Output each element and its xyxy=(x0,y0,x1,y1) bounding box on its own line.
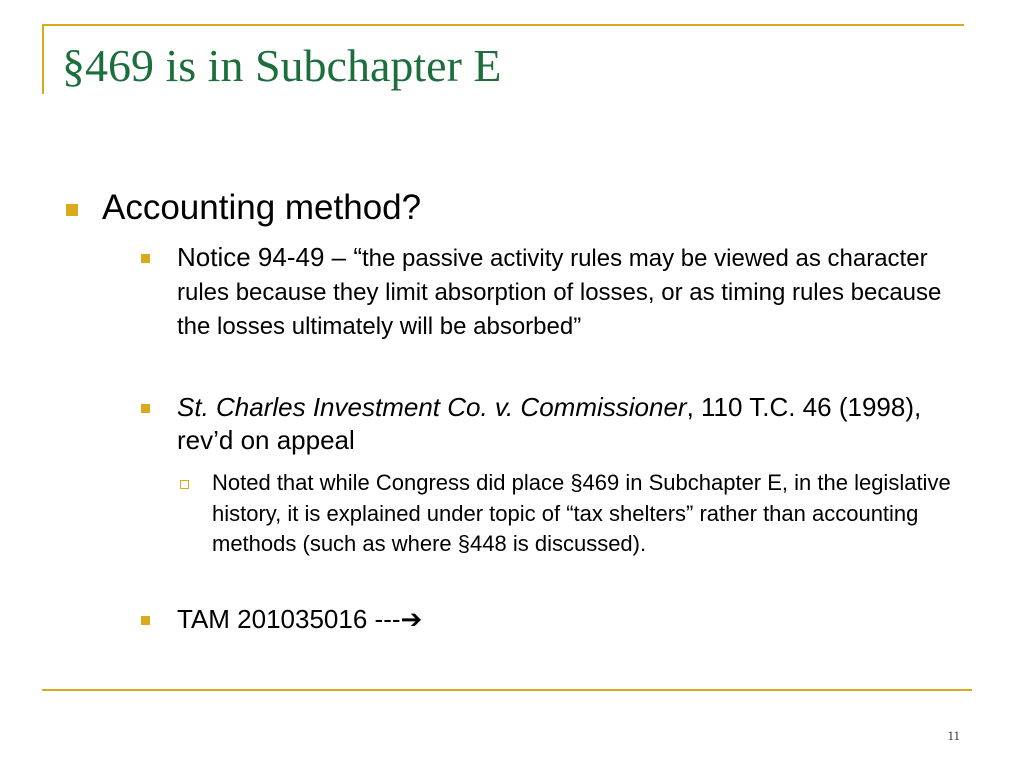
notice-quote: the passive activity rules may be viewed as character rules because they limit absorption of losses, or as timing rules because the losses ultimately will be absorbed” xyxy=(177,245,942,340)
bullet-square-icon xyxy=(141,254,150,263)
right-arrow-icon: ➔ xyxy=(400,604,423,634)
tam-label: TAM 201035016 --- xyxy=(177,604,401,634)
page-number: 11 xyxy=(947,728,960,743)
bullet-square-icon xyxy=(141,404,150,413)
case-name: St. Charles Investment Co. v. Commissioner xyxy=(177,392,687,422)
bullet-case xyxy=(177,391,957,457)
sub-bullet-noted: Noted that while Congress did place §469 in Subchapter E, in the legislative history, it is explained under topic of “tax shelters” rather than accounting methods (such as where §448 is discussed). xyxy=(212,470,951,556)
frame-bottom-line xyxy=(42,689,972,691)
bullet-accounting-method: Accounting method? xyxy=(102,188,422,227)
bullet-tam xyxy=(177,603,422,636)
case-citation: , 110 T.C. 46 (1998), rev’d on appeal xyxy=(177,392,922,455)
slide-title: §469 is in Subchapter E xyxy=(62,40,502,91)
bullet-square-icon xyxy=(66,204,78,216)
notice-lead: Notice 94-49 – “ xyxy=(177,242,362,272)
bullet-notice xyxy=(177,241,967,343)
hollow-square-bullet-icon xyxy=(180,480,189,489)
bullet-square-icon xyxy=(141,616,150,625)
frame-top-line xyxy=(42,24,964,26)
frame-left-line xyxy=(42,24,44,94)
